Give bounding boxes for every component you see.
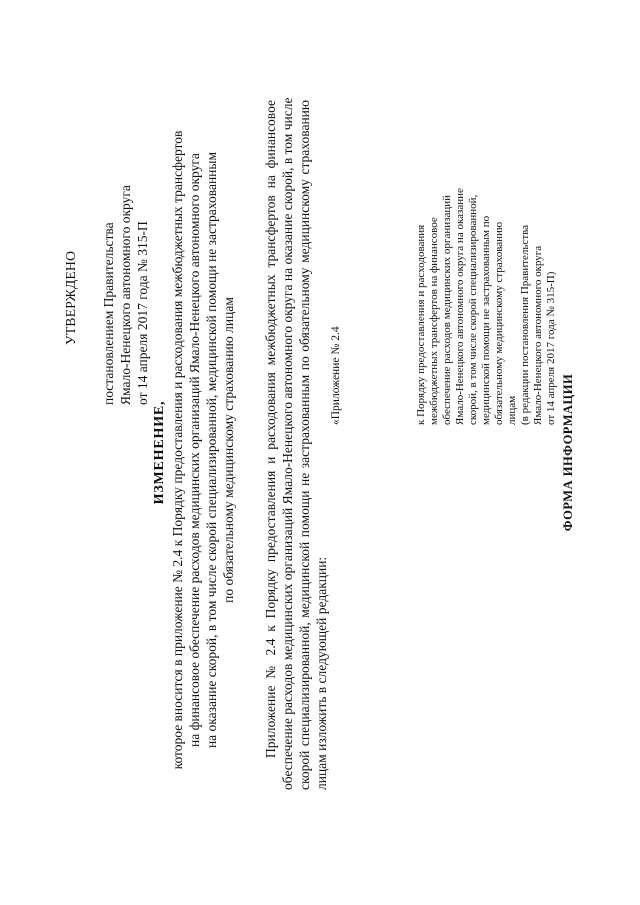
appendix-line: обязательному медицинскому страхованию <box>493 221 505 425</box>
appendix-line: скорой, в том числе скорой специализированной, <box>467 194 479 425</box>
change-description-line: по обязательному медицинскому страхованию лицам <box>221 297 236 603</box>
appendix-line: к Порядку предоставления и расходования <box>415 224 427 425</box>
approval-decree-block <box>100 75 151 405</box>
appendix-line: (в редакции постановления Правительства <box>519 224 531 425</box>
appendix-header-block <box>330 125 558 425</box>
approved-stamp: УТВЕРЖДЕНО <box>63 250 78 345</box>
paragraph-line: скорой специализированной, медицинской помощи не застрахованным по обязательному медицинскому страхованию <box>297 100 312 790</box>
form-title: ФОРМА ИНФОРМАЦИИ <box>561 373 575 532</box>
approval-line: постановлением Правительства <box>101 222 116 405</box>
change-description-line: которое вносится в приложение № 2.4 к Порядку предоставления и расходования межбюджетных трансфертов <box>170 130 185 770</box>
change-description-line: на финансовое обеспечение расходов медицинских организаций Ямало-Ненецкого автономного округа <box>187 153 202 747</box>
change-description-line: на оказание скорой, в том числе скорой специализированной, медицинской помощи не застрахованным <box>204 151 219 749</box>
appendix-line: от 14 апреля 2017 года № 315-П) <box>545 271 557 425</box>
body-paragraph <box>262 97 330 790</box>
paragraph-line: Приложение № 2.4 к Порядку предоставления и расходования межбюджетных трансфертов на финансовое <box>263 100 278 758</box>
change-description <box>169 125 237 775</box>
appendix-line: медицинской помощи не застрахованным по <box>480 215 492 425</box>
appendix-line: межбюджетных трансфертов на финансовое <box>428 217 440 425</box>
appendix-line: обеспечение расходов медицинских организаций <box>441 195 453 425</box>
change-title: ИЗМЕНЕНИЕ, <box>152 400 167 505</box>
approval-line: от 14 апреля 2017 года № 315-П <box>135 221 150 405</box>
appendix-line: лицам <box>506 395 518 425</box>
appendix-number: «Приложение № 2.4 <box>330 326 342 425</box>
paragraph-line: лицам изложить в следующей редакции: <box>314 556 329 790</box>
approval-line: Ямало-Ненецкого автономного округа <box>118 185 133 405</box>
appendix-line: Ямало-Ненецкого автономного округа <box>532 245 544 425</box>
paragraph-line: обеспечение расходов медицинских организаций Ямало-Ненецкого автономного округа на оказание скорой, в том числе <box>280 97 295 790</box>
appendix-line: Ямало-Ненецкого автономного округа на оказание <box>454 188 466 425</box>
